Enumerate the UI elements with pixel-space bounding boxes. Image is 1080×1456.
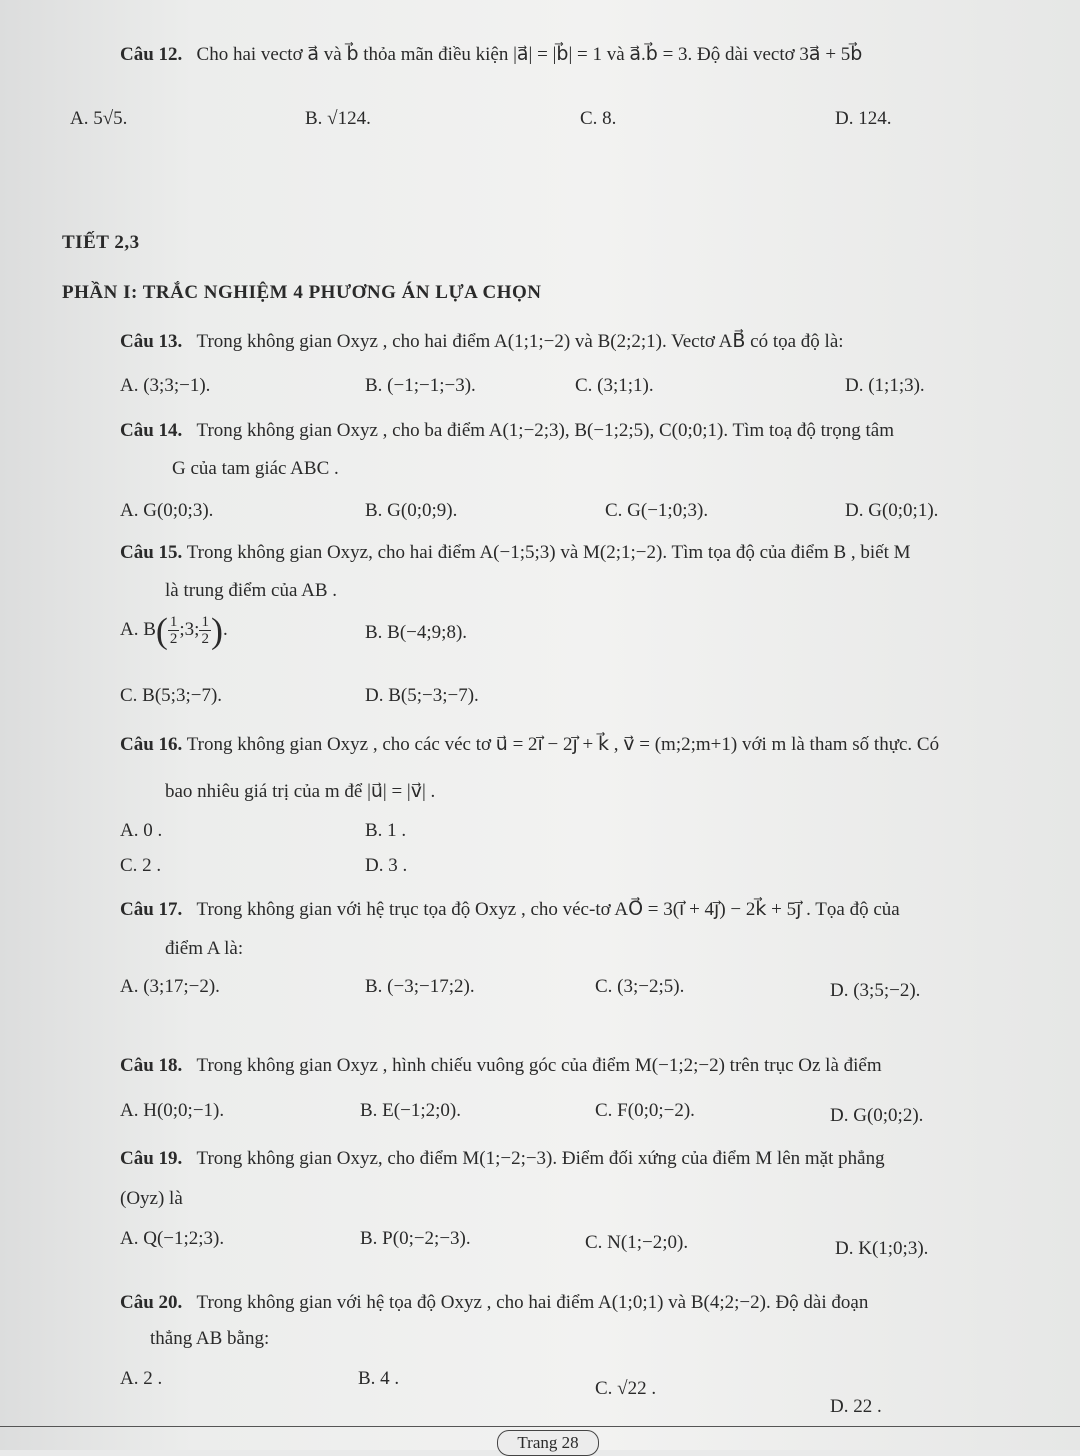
- q19-option-c: C. N(1;−2;0).: [585, 1232, 689, 1253]
- q16-text: Trong không gian Oxyz , cho các véc tơ u⃗ = 2i⃗ − 2j⃗ + k⃗ , v⃗ = (m;2;m+1) với m là tham số thực. Có: [186, 734, 940, 755]
- q16-text2: bao nhiêu giá trị của m để |u⃗| = |v⃗| .: [165, 781, 436, 802]
- q17-option-b: B. (−3;−17;2).: [365, 976, 475, 997]
- q14-label: Câu 14.: [120, 420, 183, 441]
- q18-label: Câu 18.: [120, 1055, 183, 1076]
- q14-option-b: B. G(0;0;9).: [365, 500, 458, 521]
- q15-label: Câu 15.: [120, 542, 183, 563]
- q18-option-c: C. F(0;0;−2).: [595, 1100, 695, 1121]
- q18-text: Trong không gian Oxyz , hình chiếu vuông góc của điểm M(−1;2;−2) trên trục Oz là điểm: [196, 1055, 882, 1076]
- q15-option-c: C. B(5;3;−7).: [120, 685, 223, 706]
- part-heading: PHẦN I: TRẮC NGHIỆM 4 PHƯƠNG ÁN LỰA CHỌN: [62, 282, 542, 303]
- q12-option-c: C. 8.: [580, 108, 617, 129]
- q14-text2: G của tam giác ABC .: [172, 458, 339, 479]
- q12-text: Cho hai vectơ a⃗ và b⃗ thỏa mãn điều kiện |a⃗| = |b⃗| = 1 và a⃗.b⃗ = 3. Độ dài vectơ 3a⃗ + 5b⃗: [196, 44, 863, 65]
- q17-option-d: D. (3;5;−2).: [830, 980, 921, 1001]
- q20-option-b: B. 4 .: [358, 1368, 400, 1389]
- q13-label: Câu 13.: [120, 331, 183, 352]
- q14-option-a: A. G(0;0;3).: [120, 500, 214, 521]
- q15: [120, 542, 911, 564]
- fraction-numerator: 1: [201, 614, 209, 631]
- fraction-numerator: 1: [169, 614, 178, 631]
- q15-option-a-mid: ;3;: [179, 619, 200, 640]
- q19-option-d: D. K(1;0;3).: [835, 1238, 929, 1259]
- fraction: [199, 614, 211, 647]
- q20: [120, 1292, 868, 1314]
- q19-text2: (Oyz) là: [120, 1188, 183, 1209]
- q12-option-b: B. √124.: [305, 108, 371, 129]
- q20-option-c: C. √22 .: [595, 1378, 657, 1399]
- q17-option-a: A. (3;17;−2).: [120, 976, 220, 997]
- q13-text: Trong không gian Oxyz , cho hai điểm A(1;1;−2) và B(2;2;1). Vectơ AB⃗ có tọa độ là:: [196, 331, 844, 352]
- q15-text2: là trung điểm của AB .: [165, 580, 338, 601]
- page-number: Trang 28: [497, 1430, 599, 1456]
- q20-label: Câu 20.: [120, 1292, 183, 1313]
- q14-text: Trong không gian Oxyz , cho ba điểm A(1;−2;3), B(−1;2;5), C(0;0;1). Tìm toạ độ trọng tâm: [196, 420, 894, 441]
- q12-label: Câu 12.: [120, 44, 183, 65]
- q14: [120, 420, 894, 442]
- q12-option-a: A. 5√5.: [70, 108, 128, 129]
- q13-option-c: C. (3;1;1).: [575, 375, 654, 396]
- q14-option-d: D. G(0;0;1).: [845, 500, 939, 521]
- q15-option-a-end: .: [222, 619, 228, 640]
- q18-option-d: D. G(0;0;2).: [830, 1105, 924, 1126]
- q20-text2: thẳng AB bằng:: [150, 1328, 270, 1349]
- q15-option-a: A. B( $\frac{1}{2}$ ;3; $\frac{1}{2}$ ).: [120, 610, 228, 651]
- q13-option-a: A. (3;3;−1).: [120, 375, 211, 396]
- q20-option-a: A. 2 .: [120, 1368, 163, 1389]
- q17-text: Trong không gian với hệ trục tọa độ Oxyz , cho véc-tơ AO⃗ = 3(i⃗ + 4j⃗) − 2k⃗ + 5j⃗ . Tọa độ của: [196, 899, 900, 920]
- q19-text: Trong không gian Oxyz, cho điểm M(1;−2;−3). Điểm đối xứng của điểm M lên mặt phẳng: [196, 1148, 885, 1169]
- fraction: [168, 614, 180, 647]
- q20-text: Trong không gian với hệ tọa độ Oxyz , cho hai điểm A(1;0;1) và B(4;2;−2). Độ dài đoạn: [196, 1292, 869, 1313]
- q19-label: Câu 19.: [120, 1148, 183, 1169]
- q19-option-a: A. Q(−1;2;3).: [120, 1228, 225, 1249]
- q17-label: Câu 17.: [120, 899, 183, 920]
- footer-divider: [0, 1426, 1080, 1427]
- q15-option-b: B. B(−4;9;8).: [365, 622, 468, 643]
- q12-option-d: D. 124.: [835, 108, 892, 129]
- q16-option-d: D. 3 .: [365, 855, 408, 876]
- q18-option-a: A. H(0;0;−1).: [120, 1100, 225, 1121]
- q14-option-c: C. G(−1;0;3).: [605, 500, 709, 521]
- q15-text: Trong không gian Oxyz, cho hai điểm A(−1;5;3) và M(2;1;−2). Tìm tọa độ của điểm B , biết M: [186, 542, 911, 563]
- fraction-denominator: 2: [201, 631, 209, 648]
- q18: [120, 1055, 882, 1077]
- q17-option-c: C. (3;−2;5).: [595, 976, 685, 997]
- fraction-denominator: 2: [169, 631, 178, 648]
- lesson-heading: TIẾT 2,3: [62, 232, 140, 253]
- q20-option-d: D. 22 .: [830, 1396, 882, 1417]
- q16-option-c: C. 2 .: [120, 855, 162, 876]
- q17-text2: điểm A là:: [165, 938, 244, 959]
- q13-option-d: D. (1;1;3).: [845, 375, 925, 396]
- q15-option-a-prefix: A. B: [120, 619, 156, 640]
- q19: [120, 1148, 885, 1170]
- q13-option-b: B. (−1;−1;−3).: [365, 375, 476, 396]
- q19-option-b: B. P(0;−2;−3).: [360, 1228, 471, 1249]
- q18-option-b: B. E(−1;2;0).: [360, 1100, 461, 1121]
- q16-option-a: A. 0 .: [120, 820, 163, 841]
- q12: [120, 43, 862, 66]
- q15-option-d: D. B(5;−3;−7).: [365, 685, 479, 706]
- q16-option-b: B. 1 .: [365, 820, 407, 841]
- q16: [120, 733, 939, 756]
- q16-label: Câu 16.: [120, 734, 183, 755]
- q13: [120, 330, 844, 353]
- q17: [120, 898, 900, 921]
